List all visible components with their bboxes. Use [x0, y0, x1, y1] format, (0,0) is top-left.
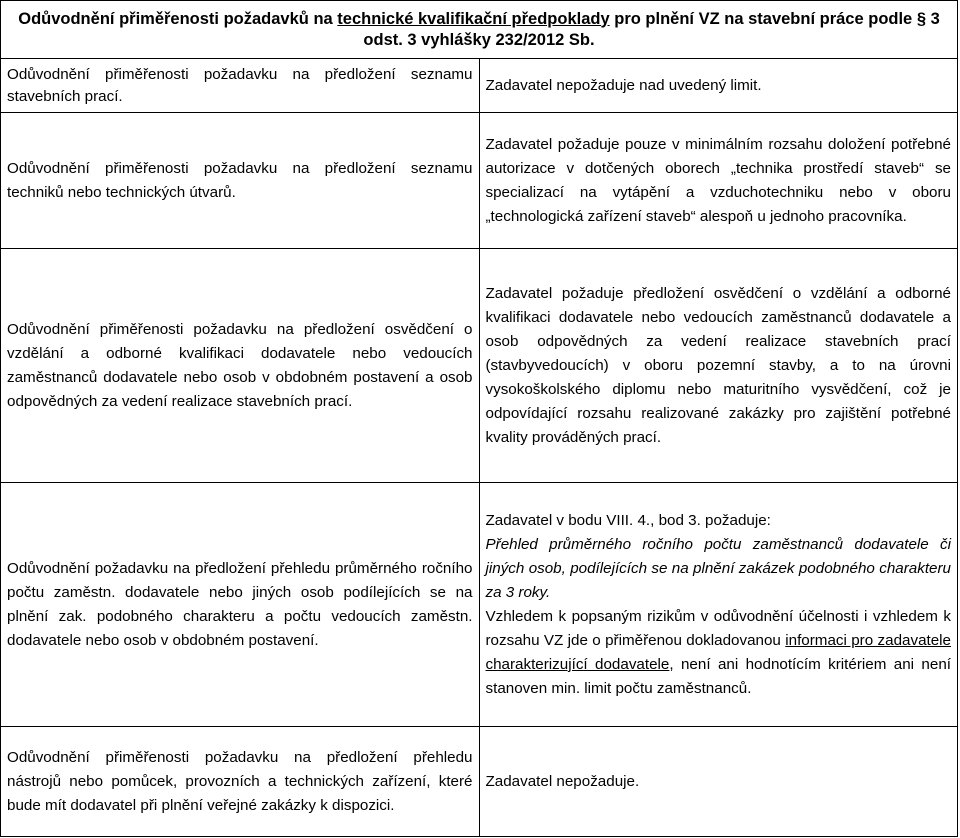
- row-4-answer-requirement: Přehled průměrného ročního počtu zaměstnanců dodavatele či jiných osob, podílejících se na plnění zakázek podobného charakteru za 3 roky.: [485, 535, 951, 601]
- row-2-answer-cell: [479, 113, 958, 249]
- table-row: [1, 727, 958, 837]
- row-1-answer: Zadavatel nepožaduje nad uvedený limit.: [485, 76, 762, 94]
- row-4-question-cell: [1, 483, 480, 727]
- header-link-technical-prerequisites: technické kvalifikační předpoklady: [337, 9, 610, 28]
- row-1-question-cell: [1, 59, 480, 113]
- row-2-question-cell: [1, 113, 480, 249]
- row-5-answer-cell: [479, 727, 958, 837]
- row-2-question: Odůvodnění přiměřenosti požadavku na předložení seznamu techniků nebo technických útvarů.: [7, 159, 473, 201]
- row-2-answer: Zadavatel požaduje pouze v minimálním rozsahu doložení potřebné autorizace v dotčených oborech „technika prostředí staveb“ se specializací na vytápění a vzduchotechniku nebo v oboru „technologická zařízení staveb“ alespoň u jednoho pracovníka.: [485, 135, 951, 225]
- table-header: [1, 1, 958, 59]
- row-5-question: Odůvodnění přiměřenosti požadavku na předložení přehledu nástrojů nebo pomůcek, provozních a technických zařízení, které bude mít dodavatel při plnění veřejné zakázky k dispozici.: [7, 748, 473, 814]
- row-3-question: Odůvodnění přiměřenosti požadavku na předložení osvědčení o vzdělání a odborné kvalifikaci dodavatele nebo vedoucích zaměstnanců dodavatele nebo osob v obdobném postavení a osob odpovědných za vedení realizace stavebních prací.: [7, 320, 473, 410]
- row-4-answer-cell: [479, 483, 958, 727]
- header-suffix: pro plnění VZ na stavební práce podle § 3 odst. 3 vyhlášky 232/2012 Sb.: [363, 9, 940, 49]
- row-3-answer-cell: [479, 249, 958, 483]
- row-4-answer-part-1: Vzhledem k popsaným rizikům v odůvodnění účelnosti i vzhledem k rozsahu VZ jde o přiměřenou dokladovanou: [485, 607, 951, 649]
- row-3-answer: Zadavatel požaduje předložení osvědčení o vzdělání a odborné kvalifikaci dodavatele nebo vedoucích zaměstnanců dodavatele a osob odpovědných za vedení realizace stavebních prací (stavbyvedoucích) v oboru pozemní stavby, a to na úrovni vysokoškolského diplomu nebo maturitního vysvědčení, což je odpovídající rozsahu realizované zakázky pro zajištění potřebné kvality prováděných prací.: [485, 284, 951, 446]
- table-row: [1, 113, 958, 249]
- table-row: [1, 483, 958, 727]
- row-4-answer-underlined: informaci pro zadavatele charakterizující dodavatele: [485, 631, 951, 673]
- row-4-answer-part-2: , není ani hodnotícím kritériem ani není stanoven min. limit počtu zaměstnanců.: [485, 655, 951, 697]
- row-1-question: Odůvodnění přiměřenosti požadavku na předložení seznamu stavebních prací.: [7, 65, 473, 105]
- row-5-question-cell: [1, 727, 480, 837]
- header-row: [1, 1, 958, 59]
- table-row: [1, 59, 958, 113]
- row-4-question: Odůvodnění požadavku na předložení přehledu průměrného ročního počtu zaměstn. dodavatele nebo jiných osob podílejících se na plnění zak. podobného charakteru a počtu vedoucích zaměstn. dodavatele nebo osob v obdobném postavení.: [7, 559, 473, 649]
- row-3-question-cell: [1, 249, 480, 483]
- row-1-answer-cell: [479, 59, 958, 113]
- row-4-answer-justification: [486, 605, 952, 701]
- row-4-answer-intro: Zadavatel v bodu VIII. 4., bod 3. požaduje:: [485, 511, 771, 529]
- row-5-answer: Zadavatel nepožaduje.: [485, 772, 640, 790]
- table-row: [1, 249, 958, 483]
- header-prefix: Odůvodnění přiměřenosti požadavků na: [18, 9, 338, 28]
